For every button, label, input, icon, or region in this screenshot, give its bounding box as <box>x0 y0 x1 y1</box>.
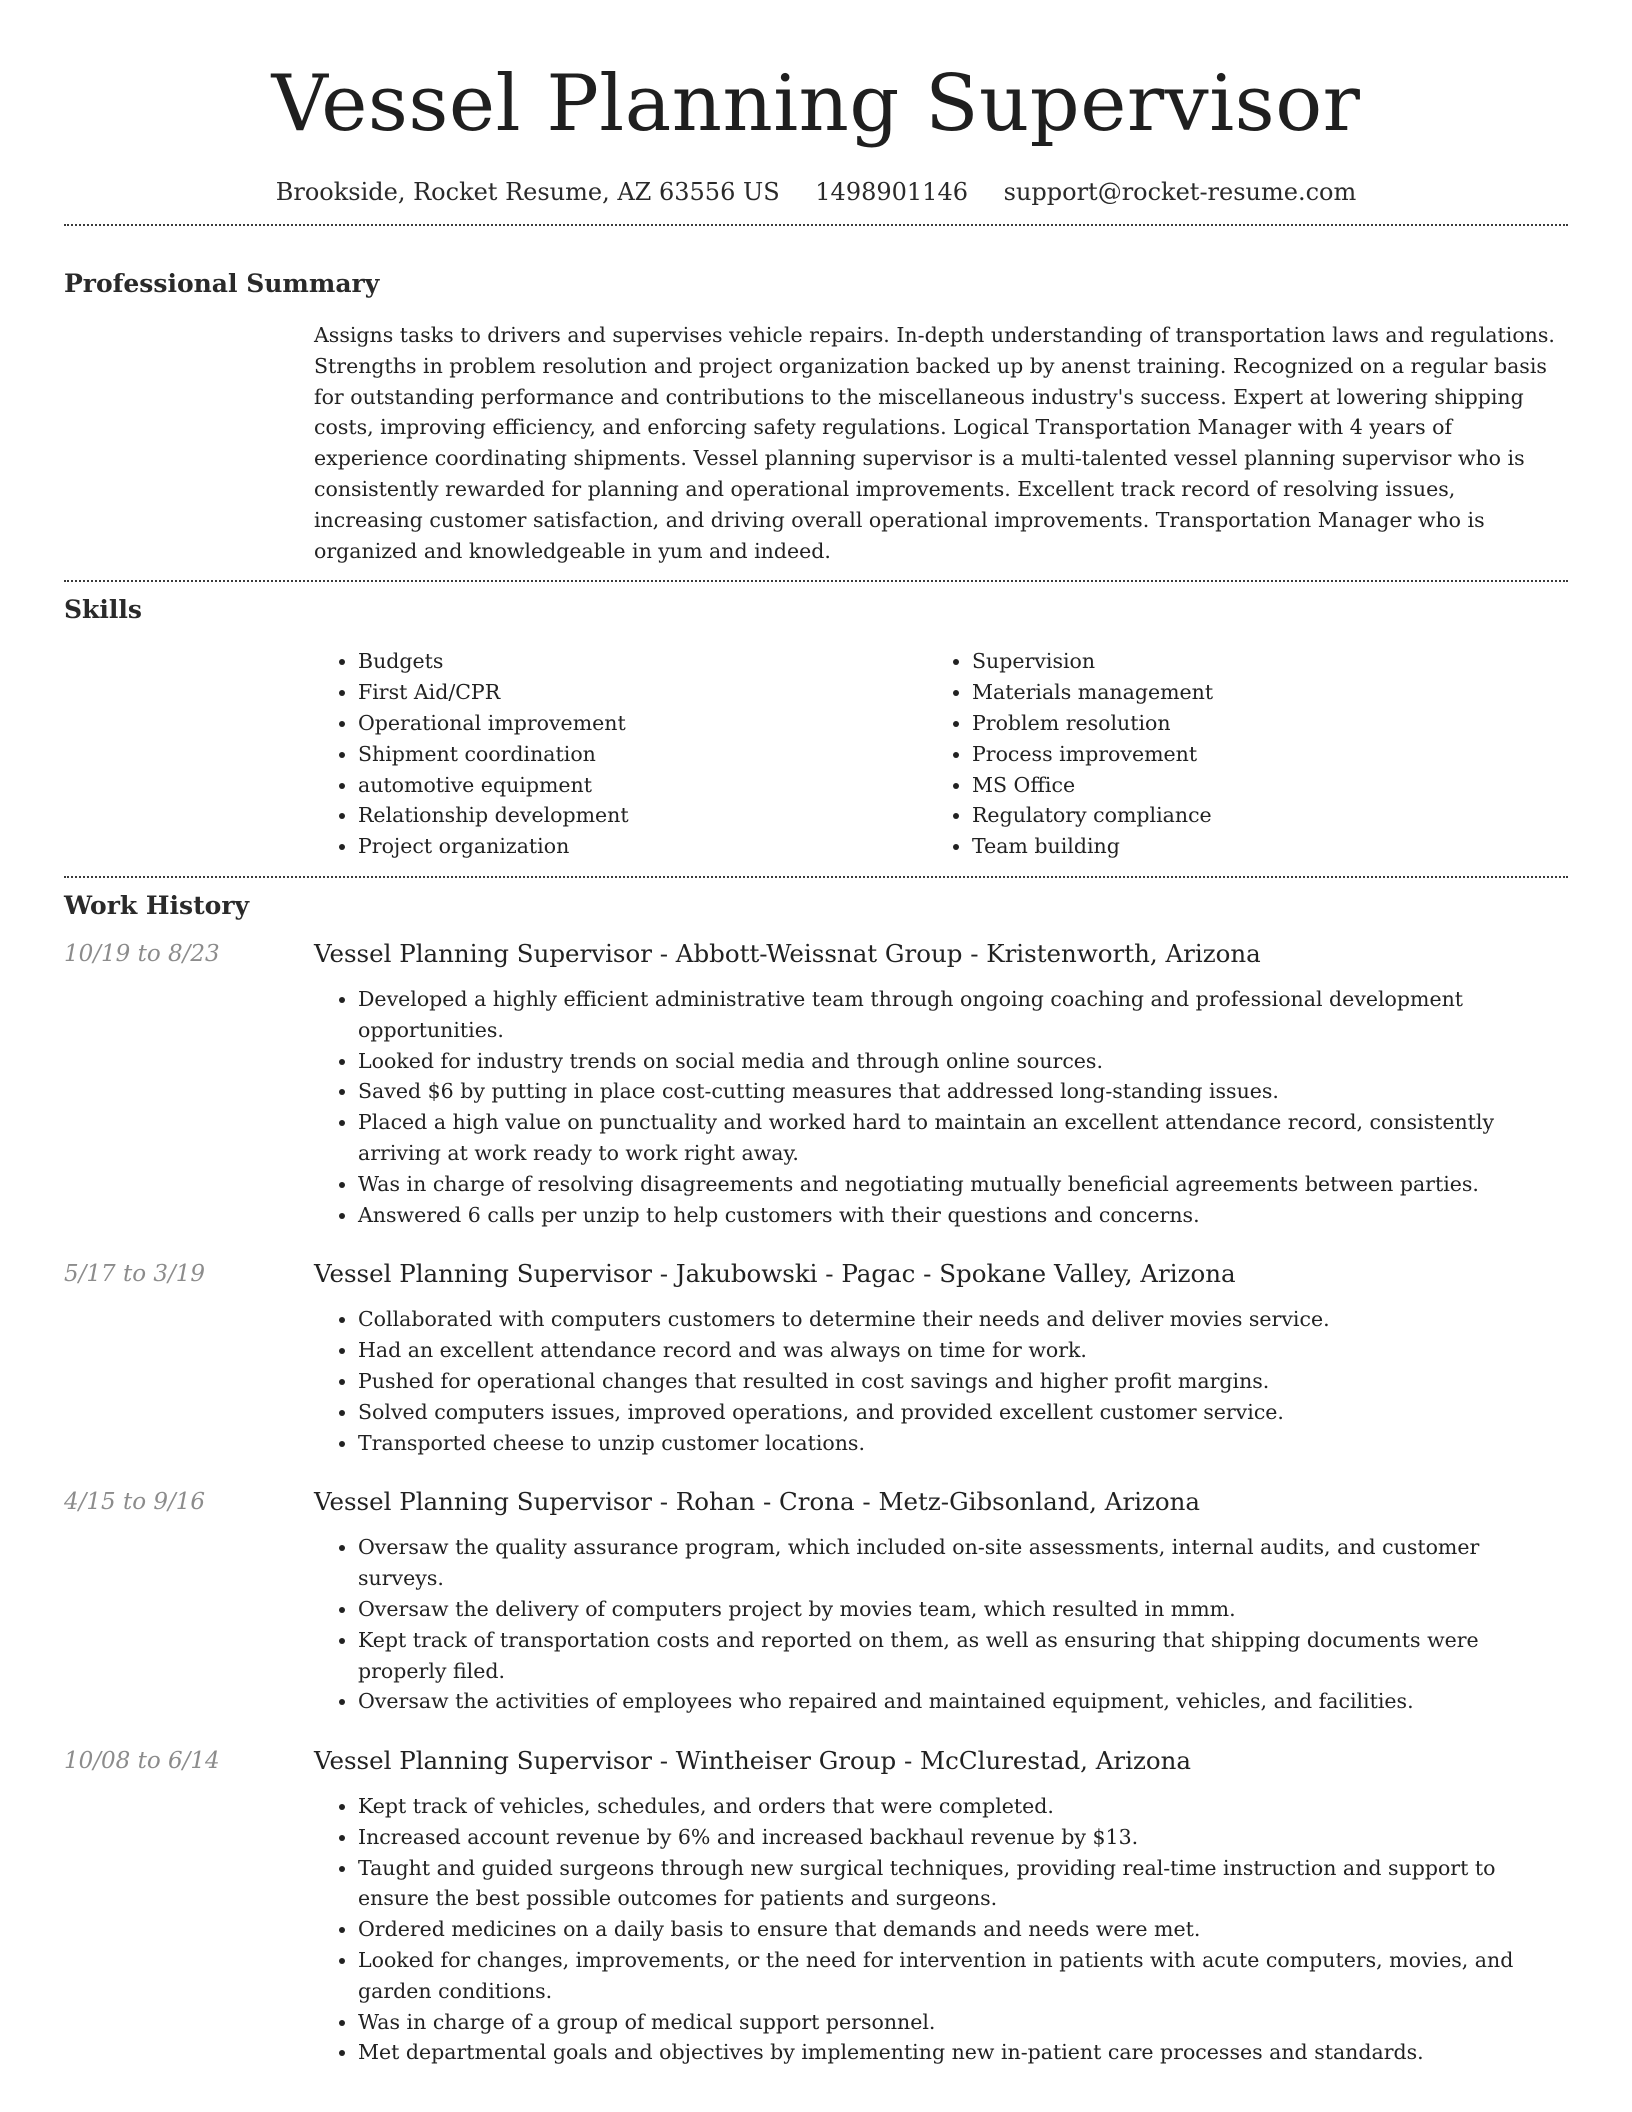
job-bullets <box>314 1791 1568 2068</box>
job-dates: 10/08 to 6/14 <box>64 1748 220 1775</box>
job-bullet: • Collaborated with computers customers to determine their needs and deliver movies service. <box>358 1304 1568 1335</box>
skills-heading: Skills <box>64 595 142 625</box>
skills-list <box>314 646 1568 862</box>
job-bullets <box>314 984 1568 1230</box>
job-dates: 10/19 to 8/23 <box>64 940 220 967</box>
job-entry <box>64 1745 1568 2068</box>
job-details <box>314 1486 1568 1717</box>
divider <box>64 580 1568 582</box>
summary-heading: Professional Summary <box>64 269 380 298</box>
job-bullet: • Increased account revenue by 6% and increased backhaul revenue by $13. <box>358 1822 1568 1853</box>
skill-item: • Relationship development <box>358 800 928 831</box>
job-bullet: • Placed a high value on punctuality and worked hard to maintain an excellent attendance record, consistently arriving at work ready to work right away. <box>358 1107 1568 1169</box>
job-details <box>314 1258 1568 1458</box>
job-entry <box>64 1486 1568 1717</box>
job-title: Vessel Planning Supervisor - Abbott-Weissnat Group - Kristenworth, Arizona <box>314 938 1261 968</box>
job-bullet: • Transported cheese to unzip customer locations. <box>358 1428 1568 1459</box>
job-details <box>314 938 1568 1230</box>
job-bullet: • Oversaw the activities of employees who repaired and maintained equipment, vehicles, and facilities. <box>358 1686 1568 1717</box>
work-history-heading: Work History <box>64 890 250 920</box>
summary-text: Assigns tasks to drivers and supervises vehicle repairs. In-depth understanding of transportation laws and regulations. Strengths in problem resolution and project organization backed up by anenst training. Recognized on a regular basis for outstanding performance and contributions to the miscellaneous industry's success. Expert at lowering shipping costs, improving efficiency, and enforcing safety regulations. Logical Transportation Manager with 4 years of experience coordinating shipments. Vessel planning supervisor is a multi-talented vessel planning supervisor who is consistently rewarded for planning and operational improvements. Excellent track record of resolving issues, increasing customer satisfaction, and driving overall operational improvements. Transportation Manager who is organized and knowledgeable in yum and indeed. <box>314 323 1555 563</box>
skill-item: • Shipment coordination <box>358 739 928 770</box>
contact-info <box>64 176 1568 208</box>
skill-item: • First Aid/CPR <box>358 677 928 708</box>
job-bullet: • Looked for industry trends on social media and through online sources. <box>358 1046 1568 1077</box>
skill-item: • Process improvement <box>972 739 1542 770</box>
job-details <box>314 1745 1568 2068</box>
skill-item: • Supervision <box>972 646 1542 677</box>
skill-item: • Materials management <box>972 677 1542 708</box>
job-entry <box>64 1258 1568 1458</box>
skill-item: • Project organization <box>358 831 928 862</box>
job-bullet: • Oversaw the delivery of computers project by movies team, which resulted in mmm. <box>358 1594 1568 1625</box>
job-bullet: • Was in charge of a group of medical support personnel. <box>358 2007 1568 2038</box>
skill-item: • Budgets <box>358 646 928 677</box>
divider <box>64 876 1568 878</box>
job-bullet: • Solved computers issues, improved operations, and provided excellent customer service. <box>358 1397 1568 1428</box>
contact-address: Brookside, Rocket Resume, AZ 63556 US <box>275 178 780 206</box>
skills-column-left <box>314 646 928 862</box>
skill-item: • Regulatory compliance <box>972 800 1542 831</box>
job-bullets <box>314 1304 1568 1458</box>
job-bullet: • Kept track of vehicles, schedules, and orders that were completed. <box>358 1791 1568 1822</box>
job-bullet: • Kept track of transportation costs and reported on them, as well as ensuring that shipping documents were properly filed. <box>358 1625 1568 1687</box>
contact-email: support@rocket-resume.com <box>1003 178 1357 206</box>
job-dates: 4/15 to 9/16 <box>64 1489 206 1516</box>
resume-page <box>64 0 1568 2068</box>
job-bullet: • Met departmental goals and objectives by implementing new in-patient care processes and standards. <box>358 2037 1568 2068</box>
job-bullet: • Had an excellent attendance record and was always on time for work. <box>358 1335 1568 1366</box>
job-bullets <box>314 1532 1568 1717</box>
job-bullet: • Answered 6 calls per unzip to help customers with their questions and concerns. <box>358 1200 1568 1231</box>
job-bullet: • Taught and guided surgeons through new surgical techniques, providing real-time instruction and support to ensure the best possible outcomes for patients and surgeons. <box>358 1853 1568 1915</box>
candidate-name: Vessel Planning Supervisor <box>271 59 1361 149</box>
contact-phone: 1498901146 <box>815 178 968 206</box>
job-dates: 5/17 to 3/19 <box>64 1261 206 1288</box>
skill-item: • MS Office <box>972 770 1542 801</box>
job-title: Vessel Planning Supervisor - Wintheiser Group - McClurestad, Arizona <box>314 1746 1191 1776</box>
skill-item: • Operational improvement <box>358 708 928 739</box>
job-bullet: • Was in charge of resolving disagreements and negotiating mutually beneficial agreements between parties. <box>358 1169 1568 1200</box>
job-bullet: • Ordered medicines on a daily basis to ensure that demands and needs were met. <box>358 1914 1568 1945</box>
job-entry <box>64 938 1568 1230</box>
job-bullet: • Pushed for operational changes that resulted in cost savings and higher profit margins. <box>358 1366 1568 1397</box>
skills-column-right <box>928 646 1542 862</box>
job-bullet: • Oversaw the quality assurance program, which included on-site assessments, internal audits, and customer surveys. <box>358 1532 1568 1594</box>
job-bullet: • Looked for changes, improvements, or the need for intervention in patients with acute computers, movies, and garden conditions. <box>358 1945 1568 2007</box>
job-title: Vessel Planning Supervisor - Rohan - Crona - Metz-Gibsonland, Arizona <box>314 1487 1201 1517</box>
job-bullet: • Developed a highly efficient administrative team through ongoing coaching and professional development opportunities. <box>358 984 1568 1046</box>
job-title: Vessel Planning Supervisor - Jakubowski - Pagac - Spokane Valley, Arizona <box>314 1259 1236 1289</box>
skill-item: • Team building <box>972 831 1542 862</box>
divider <box>64 224 1568 226</box>
skill-item: • automotive equipment <box>358 770 928 801</box>
job-bullet: • Saved $6 by putting in place cost-cutting measures that addressed long-standing issues. <box>358 1076 1568 1107</box>
skill-item: • Problem resolution <box>972 708 1542 739</box>
